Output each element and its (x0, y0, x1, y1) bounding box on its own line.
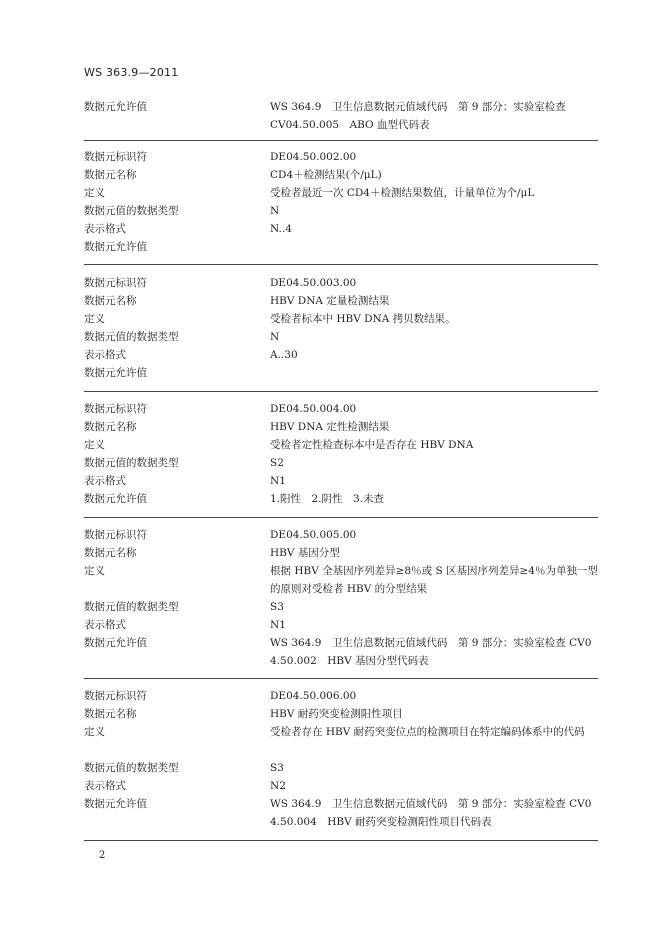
document-id: WS 363.9—2011 (84, 66, 179, 79)
definition-value: 受检者存在 HBV 耐药突变位点的检测项目在特定编码体系中的代码 (270, 726, 585, 738)
definition-value: 受检者标本中 HBV DNA 拷贝数结果。 (270, 313, 456, 325)
divider (84, 140, 598, 141)
format-value: N2 (270, 780, 286, 792)
divider (84, 678, 598, 679)
identifier-value: DE04.50.006.00 (270, 690, 357, 702)
identifier-label: 数据元标识符 (84, 529, 147, 541)
name-value: HBV DNA 定性检测结果 (270, 421, 390, 433)
allowed-label: 数据元允许值 (84, 798, 147, 810)
entry-block (84, 526, 598, 670)
name-value: HBV 耐药突变检测阳性项目 (270, 708, 403, 720)
identifier-value: DE04.50.003.00 (270, 277, 357, 289)
datatype-label: 数据元值的数据类型 (84, 601, 179, 613)
definition-label: 定义 (84, 187, 105, 199)
datatype-value: S3 (270, 601, 284, 613)
entry-block (84, 148, 598, 256)
datatype-label: 数据元值的数据类型 (84, 762, 179, 774)
allowed-label: 数据元允许值 (84, 367, 147, 379)
datatype-label: 数据元值的数据类型 (84, 331, 179, 343)
allowed-value: WS 364.9 卫生信息数据元值域代码 第 9 部分：实验室检查 CV04.50.002 HBV 基因分型代码表 (270, 637, 592, 667)
format-label: 表示格式 (84, 223, 126, 235)
identifier-label: 数据元标识符 (84, 277, 147, 289)
format-label: 表示格式 (84, 475, 126, 487)
allowed-label: 数据元允许值 (84, 637, 147, 649)
name-value: HBV 基因分型 (270, 547, 340, 559)
divider (84, 840, 598, 841)
allowed-value: WS 364.9 卫生信息数据元值域代码 第 9 部分：实验室检查 CV04.50.004 HBV 耐药突变检测阳性项目代码表 (270, 798, 592, 828)
allowed-value-line2: CV04.50.005 ABO 血型代码表 (270, 119, 430, 131)
name-label: 数据元名称 (84, 708, 137, 720)
divider (84, 517, 598, 518)
name-label: 数据元名称 (84, 421, 137, 433)
definition-label: 定义 (84, 726, 105, 738)
definition-value: 受检者最近一次 CD4＋检测结果数值，计量单位为个/μL (270, 187, 535, 199)
allowed-label: 数据元允许值 (84, 101, 147, 113)
format-label: 表示格式 (84, 619, 126, 631)
entry-block (84, 400, 598, 508)
format-label: 表示格式 (84, 349, 126, 361)
allowed-row (84, 98, 598, 116)
definition-label: 定义 (84, 439, 105, 451)
allowed-label: 数据元允许值 (84, 241, 147, 253)
definition-value: 根据 HBV 全基因序列差异≥8％或 S 区基因序列差异≥4％为单独一型的原则对受检者 HBV 的分型结果 (270, 565, 598, 595)
allowed-row-cont (84, 116, 598, 134)
entry-block (84, 274, 598, 382)
identifier-value: DE04.50.002.00 (270, 151, 357, 163)
name-label: 数据元名称 (84, 169, 137, 181)
datatype-value: S3 (270, 762, 284, 774)
allowed-value-line1: WS 364.9 卫生信息数据元值域代码 第 9 部分：实验室检查 (270, 101, 566, 113)
name-label: 数据元名称 (84, 547, 137, 559)
datatype-label: 数据元值的数据类型 (84, 205, 179, 217)
definition-label: 定义 (84, 565, 105, 577)
datatype-value: N (270, 331, 280, 343)
top-continuation-block (84, 98, 598, 134)
name-value: CD4＋检测结果(个/μL) (270, 169, 382, 181)
identifier-value: DE04.50.004.00 (270, 403, 357, 415)
format-value: A..30 (270, 349, 298, 361)
format-label: 表示格式 (84, 780, 126, 792)
datatype-value: N (270, 205, 280, 217)
format-value: N..4 (270, 223, 292, 235)
identifier-label: 数据元标识符 (84, 151, 147, 163)
allowed-value: 1.阳性 2.阴性 3.未查 (270, 493, 385, 505)
identifier-value: DE04.50.005.00 (270, 529, 357, 541)
datatype-label: 数据元值的数据类型 (84, 457, 179, 469)
name-label: 数据元名称 (84, 295, 137, 307)
format-value: N1 (270, 619, 286, 631)
entry-block (84, 687, 598, 831)
definition-label: 定义 (84, 313, 105, 325)
datatype-value: S2 (270, 457, 284, 469)
divider (84, 391, 598, 392)
definition-value: 受检者定性检查标本中是否存在 HBV DNA (270, 439, 474, 451)
name-value: HBV DNA 定量检测结果 (270, 295, 390, 307)
identifier-label: 数据元标识符 (84, 690, 147, 702)
identifier-label: 数据元标识符 (84, 403, 147, 415)
page-number: 2 (99, 850, 106, 861)
divider (84, 264, 598, 265)
allowed-label: 数据元允许值 (84, 493, 147, 505)
format-value: N1 (270, 475, 286, 487)
